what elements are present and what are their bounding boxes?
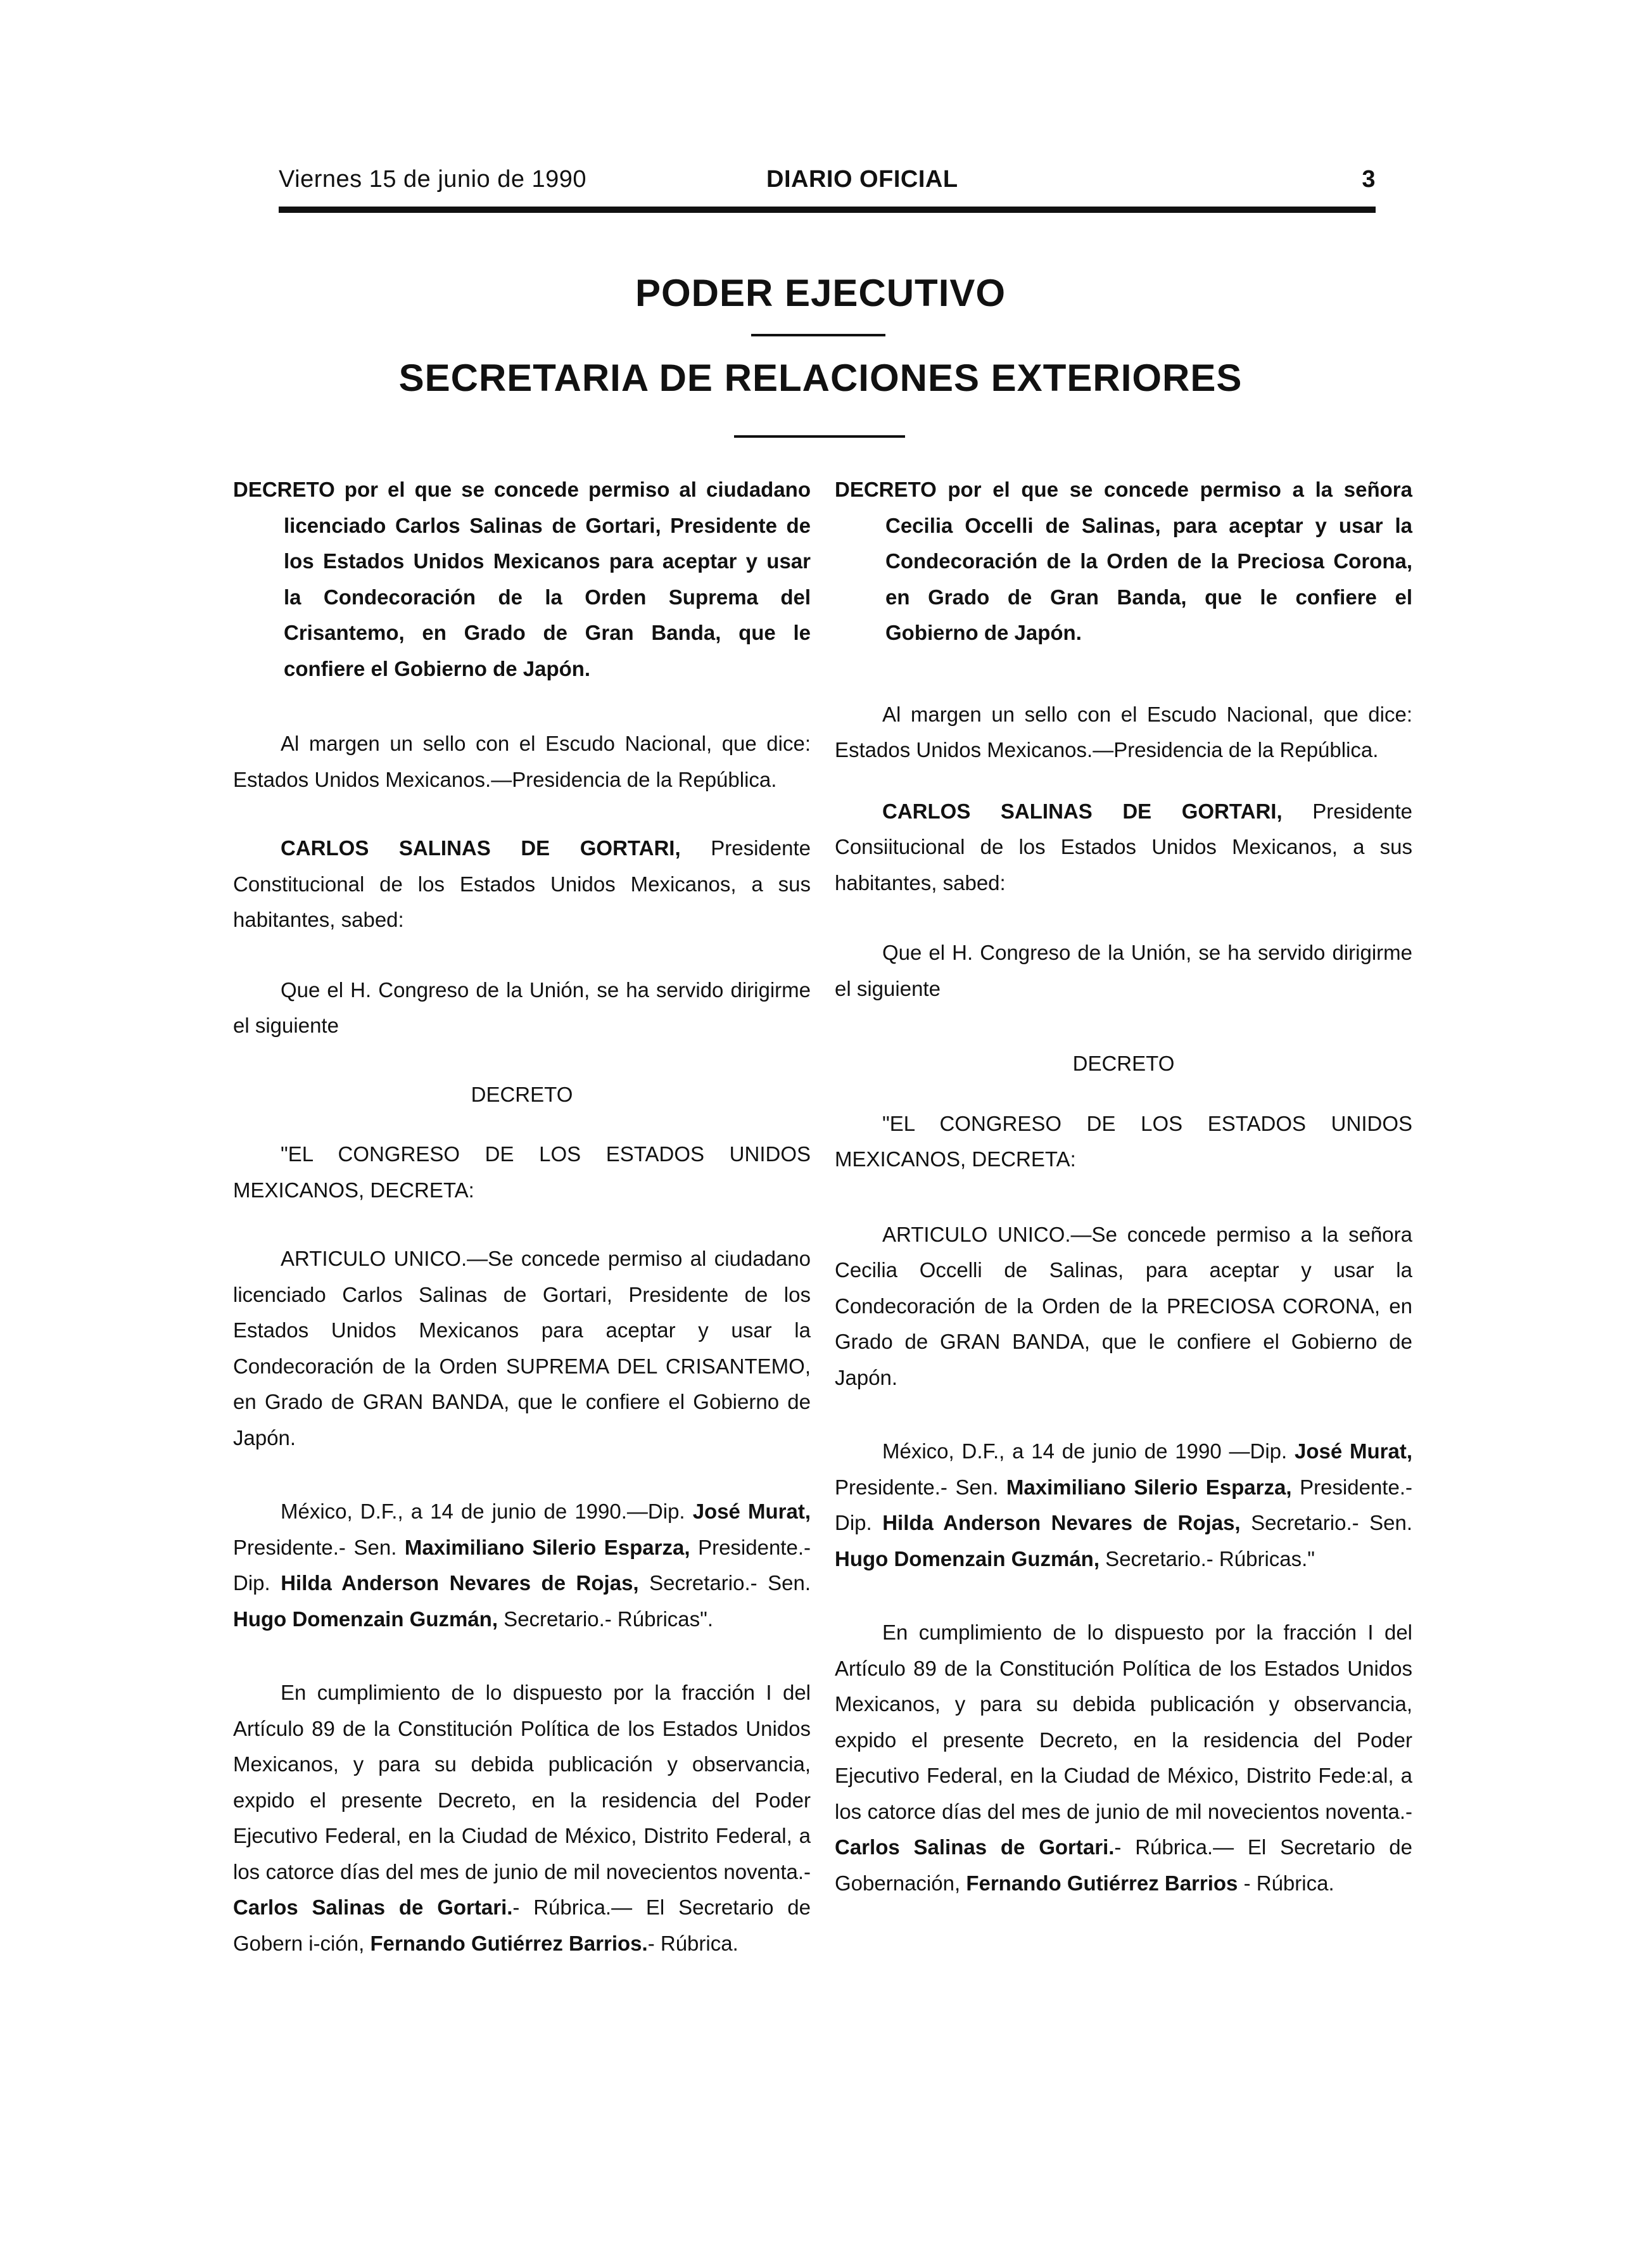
heading-divider bbox=[734, 435, 905, 438]
sig-text: Secretario.- Sen. bbox=[1240, 1511, 1413, 1534]
sig-text: México, D.F., a 14 de junio de 1990 —Dip. bbox=[882, 1439, 1295, 1463]
congress-note: Que el H. Congreso de la Unión, se ha servido dirigirme el siguiente bbox=[835, 941, 1412, 1000]
signatory-name: Hilda Anderson Nevares de Rojas, bbox=[281, 1571, 639, 1595]
signatory-name: Hugo Domenzain Guzmán, bbox=[835, 1546, 1100, 1570]
seal-note: Al margen un sello con el Escudo Nacional, que dice: Estados Unidos Mexicanos.—Presidencia de la República. bbox=[233, 732, 811, 791]
decree-opening: "EL CONGRESO DE LOS ESTADOS UNIDOS MEXICANOS, DECRETA: bbox=[835, 1111, 1412, 1171]
signatory-name: Hugo Domenzain Guzmán, bbox=[233, 1607, 498, 1631]
signatory-name: Carlos Salinas de Gortari. bbox=[835, 1835, 1115, 1859]
signatory-name: Fernando Gutiérrez Barrios bbox=[966, 1871, 1238, 1895]
decree-column-left bbox=[233, 472, 811, 1961]
decree-summary: DECRETO por el que se concede permiso a la señora Cecilia Occelli de Salinas, para aceptar y usar la Condecoración de la Orden de la Preciosa Corona, en Grado de Gran Banda, que le confiere el Gobierno de Japón. bbox=[835, 478, 1412, 644]
congress-note: Que el H. Congreso de la Unión, se ha servido dirigirme el siguiente bbox=[233, 978, 811, 1037]
article-unico: ARTICULO UNICO.—Se concede permiso al ciudadano licenciado Carlos Salinas de Gortari, Presidente de los Estados Unidos Mexicanos para aceptar y usar la Condecoración de la Orden SUPREMA DEL CRISANTEMO, en Grado de GRAN BANDA, que le confiere el Gobierno de Japón. bbox=[233, 1247, 811, 1449]
signatory-name: José Murat, bbox=[1294, 1439, 1412, 1463]
signatory-name: José Murat, bbox=[692, 1500, 811, 1523]
promulgation bbox=[835, 1615, 1412, 1901]
ministry-heading: SECRETARIA DE RELACIONES EXTERIORES bbox=[398, 357, 1243, 399]
signatory-name: Hilda Anderson Nevares de Rojas, bbox=[882, 1511, 1241, 1534]
sig-text: Secretario.- Rúbricas". bbox=[498, 1607, 714, 1631]
signatory-name: Maximiliano Silerio Esparza, bbox=[404, 1535, 690, 1559]
decree-summary: DECRETO por el que se concede permiso al ciudadano licenciado Carlos Salinas de Gortari, Presidente de los Estados Unidos Mexicanos para aceptar y usar la Condecoración de la Orden Suprema del Crisantemo, en Grado de Gran Banda, que le confiere el Gobierno de Japón. bbox=[233, 478, 811, 680]
publication-title: DIARIO OFICIAL bbox=[766, 166, 958, 193]
sig-text: Secretario.- Rúbricas." bbox=[1099, 1546, 1315, 1570]
header-rule bbox=[279, 207, 1376, 213]
president-name: CARLOS SALINAS DE GORTARI, bbox=[882, 799, 1283, 823]
sig-text: Presidente.- Dip. bbox=[233, 1535, 811, 1595]
decree-label: DECRETO bbox=[471, 1082, 573, 1106]
promulgation-text: - Rúbrica. bbox=[647, 1931, 738, 1955]
president-text: Presidente Constitucional de los Estados Unidos Mexicanos, a sus habitantes, sabed: bbox=[233, 836, 811, 931]
decree-label: DECRETO bbox=[1072, 1052, 1175, 1075]
decree-column-right bbox=[835, 472, 1412, 1901]
issue-date: Viernes 15 de junio de 1990 bbox=[279, 166, 587, 193]
sig-text: Secretario.- Sen. bbox=[638, 1571, 811, 1595]
page-number: 3 bbox=[1362, 166, 1376, 193]
promulgation-text: - Rúbrica.— El Secretario de Gobern i-ción, bbox=[233, 1895, 811, 1955]
branch-heading: PODER EJECUTIVO bbox=[635, 272, 1006, 314]
page-header bbox=[279, 157, 1376, 195]
promulgation bbox=[233, 1675, 811, 1961]
heading-divider bbox=[751, 334, 885, 336]
sig-text: Presidente.- Sen. bbox=[835, 1475, 1006, 1499]
sig-text: Presidente.- Dip. bbox=[835, 1475, 1412, 1534]
president-name: CARLOS SALINAS DE GORTARI, bbox=[281, 836, 681, 860]
signatures bbox=[233, 1494, 811, 1637]
president-intro bbox=[835, 794, 1412, 901]
promulgation-text: - Rúbrica.— El Secretario de Gobernación, bbox=[835, 1835, 1412, 1895]
promulgation-text: - Rúbrica. bbox=[1238, 1871, 1334, 1895]
decree-opening: "EL CONGRESO DE LOS ESTADOS UNIDOS MEXICANOS, DECRETA: bbox=[233, 1142, 811, 1202]
signatory-name: Maximiliano Silerio Esparza, bbox=[1006, 1475, 1292, 1499]
signatory-name: Carlos Salinas de Gortari. bbox=[233, 1895, 513, 1919]
signatures bbox=[835, 1434, 1412, 1577]
article-unico: ARTICULO UNICO.—Se concede permiso a la señora Cecilia Occelli de Salinas, para aceptar y usar la Condecoración de la Orden de la PRECIOSA CORONA, en Grado de GRAN BANDA, que le confiere el Gobierno de Japón. bbox=[835, 1222, 1412, 1389]
promulgation-text: En cumplimiento de lo dispuesto por la fracción I del Artículo 89 de la Constitución Política de los Estados Unidos Mexicanos, y para su debida publicación y observancia, expido el presente Decreto, en la residencia del Poder Ejecutivo Federal, en la Ciudad de México, Distrito Fede:al, a los catorce días del mes de junio de mil novecientos noventa.- bbox=[835, 1621, 1412, 1823]
promulgation-text: En cumplimiento de lo dispuesto por la fracción I del Artículo 89 de la Constitución Política de los Estados Unidos Mexicanos, y para su debida publicación y observancia, expido el presente Decreto, en la residencia del Poder Ejecutivo Federal, en la Ciudad de México, Distrito Federal, a los catorce días del mes de junio de mil novecientos noventa.- bbox=[233, 1681, 811, 1883]
president-text: Presidente Consiitucional de los Estados Unidos Mexicanos, a sus habitantes, sabed: bbox=[835, 799, 1412, 895]
signatory-name: Fernando Gutiérrez Barrios. bbox=[370, 1931, 648, 1955]
sig-text: Presidente.- Sen. bbox=[233, 1535, 405, 1559]
seal-note: Al margen un sello con el Escudo Nacional, que dice: Estados Unidos Mexicanos.—Presidencia de la República. bbox=[835, 702, 1412, 761]
president-intro bbox=[233, 831, 811, 938]
sig-text: México, D.F., a 14 de junio de 1990.—Dip. bbox=[281, 1500, 693, 1523]
